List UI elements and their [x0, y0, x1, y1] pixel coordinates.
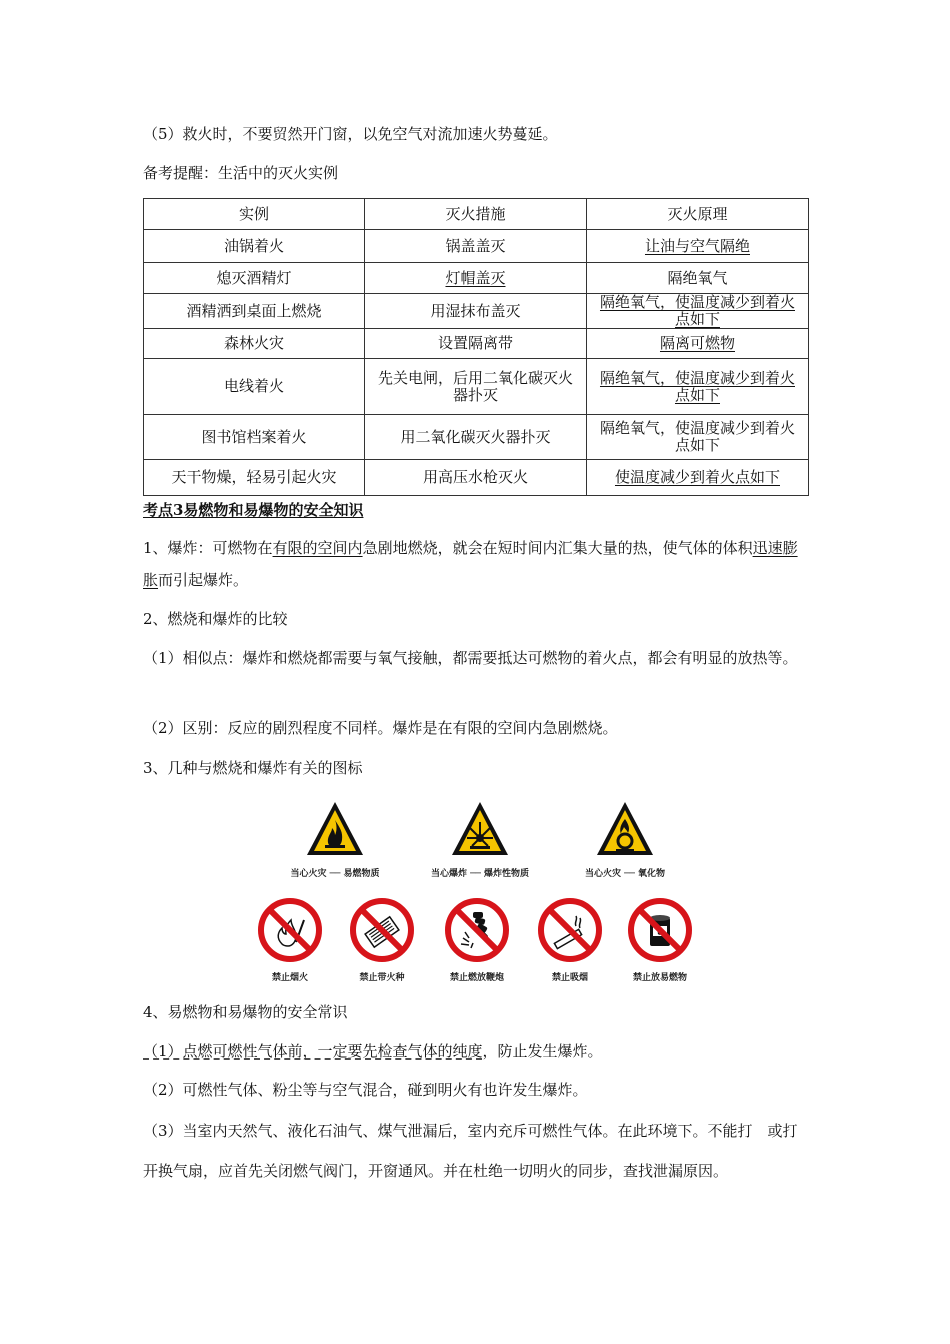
- table-row: [144, 329, 809, 359]
- text-run: 而引起爆炸。: [158, 571, 249, 589]
- safety-tip-1: [143, 1041, 603, 1061]
- similarity-paragraph: （1）相似点：爆炸和燃烧都需要与氧气接触，都需要抵达可燃物的着火点，都会有明显的放热等。: [143, 649, 798, 667]
- oxidizer-icon: [595, 800, 655, 858]
- table-cell: [587, 460, 809, 496]
- table-cell: 隔绝氧气: [587, 263, 809, 294]
- warning-sign: [280, 800, 390, 880]
- table-row: [144, 294, 809, 329]
- sign-caption: 禁止带火种: [359, 973, 405, 983]
- sign-caption: 当心火灾 ── 易燃物质: [290, 869, 380, 879]
- text-run-underlined: （1）点燃可燃性气体前，一定要先检查气体的纯度: [143, 1042, 483, 1060]
- table-cell: 用高压水枪灭火: [365, 460, 587, 496]
- table-cell: [587, 359, 809, 415]
- text-run: ，防止发生爆炸。: [482, 1042, 603, 1060]
- sign-caption: 禁止吸烟: [551, 973, 589, 983]
- table-cell: 油锅着火: [144, 230, 365, 263]
- warning-sign: [570, 800, 680, 880]
- fire-tip-5: （5）救火时，不要贸然开门窗，以免空气对流加速火势蔓延。: [143, 125, 558, 143]
- cell-text: 使温度减少到着火点如下: [614, 468, 780, 486]
- table-cell: 设置隔离带: [365, 329, 587, 359]
- no-flammables-icon: [628, 898, 692, 962]
- prohibition-sign: [530, 898, 610, 984]
- text-run-underlined: 迅速膨胀: [143, 539, 798, 589]
- table-cell: [587, 230, 809, 263]
- table-cell: 用湿抹布盖灭: [365, 294, 587, 329]
- warning-sign: [420, 800, 540, 880]
- table-cell: 森林火灾: [144, 329, 365, 359]
- comparison-heading: 2、燃烧和爆炸的比较: [143, 610, 288, 628]
- no-fire-icon: [258, 898, 322, 962]
- no-matches-icon: [350, 898, 414, 962]
- section-title: 考点3易燃物和易爆物的安全知识: [143, 501, 364, 519]
- table-cell: 天干物燥，轻易引起火灾: [144, 460, 365, 496]
- table-cell: [587, 329, 809, 359]
- text-run: 急剧地燃烧，就会在短时间内汇集大量的热，使气体的体积: [362, 539, 753, 557]
- table-header: 灭火原理: [587, 199, 809, 230]
- table-cell: 用二氧化碳灭火器扑灭: [365, 415, 587, 460]
- table-header: 灭火措施: [365, 199, 587, 230]
- safety-tip-3: （3）当室内天然气、液化石油气、煤气泄漏后，室内充斥可燃性气体。在此环境下。不能打 或打开换气扇，应首先关闭燃气阀门，开窗通风。并在杜绝一切明火的同步，查找泄漏原因。: [143, 1122, 798, 1180]
- no-smoking-icon: [538, 898, 602, 962]
- flame-icon: [305, 800, 365, 858]
- table-cell: 隔绝氧气，使温度减少到着火点如下: [587, 415, 809, 460]
- sign-caption: 当心爆炸 ── 爆炸性物质: [430, 869, 530, 879]
- prohibition-sign: [618, 898, 702, 984]
- exam-reminder: 备考提醒：生活中的灭火实例: [143, 164, 339, 182]
- table-cell: [365, 263, 587, 294]
- fire-extinguishing-table: [143, 198, 809, 496]
- table-cell: 电线着火: [144, 359, 365, 415]
- table-row: [144, 359, 809, 415]
- prohibition-sign: [342, 898, 422, 984]
- cell-text: 让油与空气隔绝: [644, 236, 750, 255]
- difference-paragraph: （2）区别：反应的剧烈程度不同样。爆炸是在有限的空间内急剧燃烧。: [143, 719, 618, 737]
- icons-heading: 3、几种与燃烧和爆炸有关的图标: [143, 759, 363, 777]
- explosion-definition: [143, 532, 808, 596]
- no-firecrackers-icon: [445, 898, 509, 962]
- cell-text: 隔绝氧气，使温度减少到着火点如下: [599, 368, 795, 404]
- safety-heading: 4、易燃物和易爆物的安全常识: [143, 1003, 348, 1021]
- sign-caption: 禁止烟火: [271, 973, 309, 983]
- table-row: [144, 230, 809, 263]
- table-cell: 图书馆档案着火: [144, 415, 365, 460]
- table-cell: 先关电闸，后用二氧化碳灭火器扑灭: [365, 359, 587, 415]
- sign-caption: 当心火灾 ── 氧化物: [584, 869, 666, 879]
- prohibition-sign: [432, 898, 522, 984]
- table-row: [144, 460, 809, 496]
- table-cell: 锅盖盖灭: [365, 230, 587, 263]
- table-cell: 熄灭酒精灯: [144, 263, 365, 294]
- table-cell: 酒精洒到桌面上燃烧: [144, 294, 365, 329]
- safety-tip-2: （2）可燃性气体、粉尘等与空气混合，碰到明火有也许发生爆炸。: [143, 1081, 588, 1099]
- table-header: 实例: [144, 199, 365, 230]
- table-header-row: [144, 199, 809, 230]
- table-row: [144, 263, 809, 294]
- cell-text: 灯帽盖灭: [445, 268, 506, 287]
- table-row: [144, 415, 809, 460]
- prohibition-sign: [250, 898, 330, 984]
- explosion-icon: [450, 800, 510, 858]
- cell-text: 隔离可燃物: [659, 334, 735, 352]
- sign-caption: 禁止燃放鞭炮: [449, 973, 505, 983]
- text-run: 1、爆炸：可燃物在: [143, 539, 273, 557]
- sign-caption: 禁止放易燃物: [632, 973, 688, 983]
- table-cell: [587, 294, 809, 329]
- text-run-underlined: 有限的空间内: [272, 539, 363, 557]
- cell-text: 隔绝氧气，使温度减少到着火点如下: [599, 293, 795, 328]
